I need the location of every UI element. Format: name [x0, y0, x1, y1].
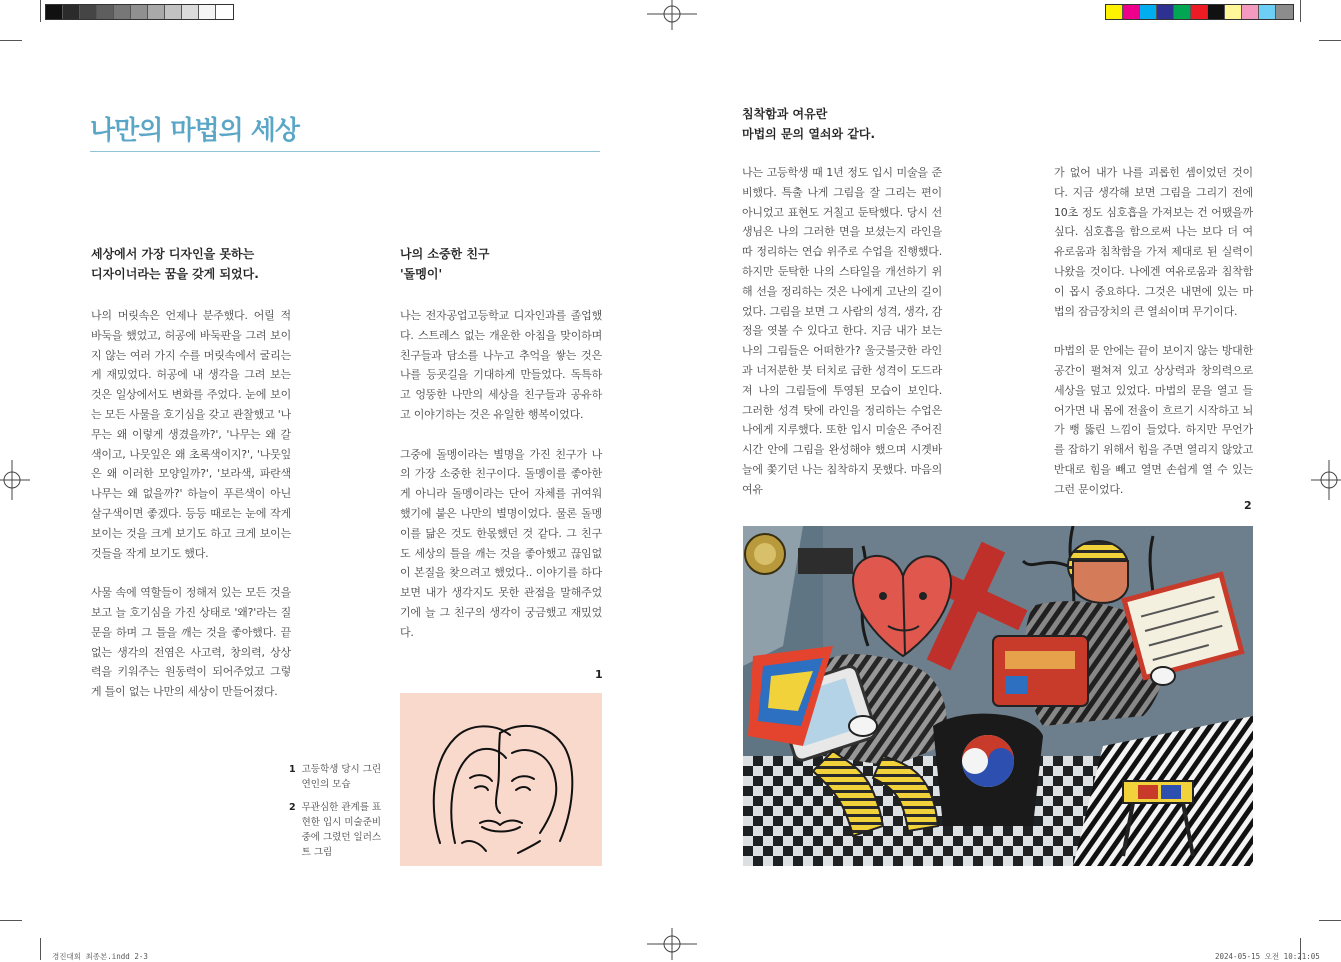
- color-swatch: [1157, 5, 1174, 19]
- paragraph: 나의 머릿속은 언제나 분주했다. 어릴 적 바둑을 했었고, 허공에 바둑판을 그려 보이지 않는 여러 가지 수를 머릿속에서 굴리는 게 재밌었다. 허공에 내 생각을 그려 보는 것은 일상에서도 변화를 주었다. 눈에 보이는 모든 사물을 호기심을 갖고 관찰했고 '나무는 왜 이렇게 생겼을까?', '나무는 왜 갈색이고, 나뭇잎은 왜 초록색이지?', '나뭇잎은 왜 이러한 모양일까?', '보라색, 파란색 나무는 왜 없을까?' 하늘이 푸른색이 아닌 살구색이면 좋겠다. 등등 때로는 눈에 작게 보이는 것을 크게 보기도 하고 크게 보이는 것들을 작게 보기도 했다.: [91, 309, 291, 560]
- color-swatch: [1276, 5, 1293, 19]
- figure-2-number: 2: [1244, 499, 1252, 512]
- color-swatch: [1106, 5, 1123, 19]
- colorful-illustration: [743, 526, 1253, 866]
- section-2-heading: 나의 소중한 친구 '돌멩이': [400, 247, 490, 281]
- section-3-column-1: [742, 163, 942, 500]
- registration-mark-left: [0, 455, 30, 505]
- gray-swatch: [46, 5, 63, 19]
- caption-list: [289, 762, 389, 860]
- color-swatch: [1242, 5, 1259, 19]
- illustration-artwork: [743, 526, 1253, 866]
- section-1-body: [91, 306, 291, 702]
- print-timestamp: 2024-05-15 오전 10:21:05: [1215, 952, 1320, 961]
- color-swatch: [1225, 5, 1242, 19]
- gray-swatch: [165, 5, 182, 19]
- color-swatch: [1191, 5, 1208, 19]
- section-1: [91, 244, 291, 702]
- color-swatch: [1259, 5, 1276, 19]
- color-swatch: [1208, 5, 1225, 19]
- section-3-heading: 침착함과 여유란 마법의 문의 열쇠와 같다.: [742, 107, 876, 141]
- grayscale-color-bar: [45, 4, 234, 20]
- color-swatch: [1123, 5, 1140, 19]
- gray-swatch: [131, 5, 148, 19]
- gray-swatch: [97, 5, 114, 19]
- paragraph: 나는 전자공업고등학교 디자인과를 졸업했다. 스트레스 없는 개운한 아침을 맞이하며 친구들과 담소를 나누고 추억을 쌓는 것은 나를 등굣길을 기대하게 만들었다. 독특하고 엉뚱한 나만의 세상을 친구들과 공유하고 이야기하는 것은 유일한 행복이었다.: [400, 309, 602, 421]
- caption-2: 2 무관심한 관계를 표 현한 입시 미술준비 중에 그렸던 일러스 트 그림: [289, 802, 382, 858]
- gray-swatch: [182, 5, 199, 19]
- figure-1-number: 1: [595, 668, 603, 681]
- page-title: 나만의 마법의 세상: [90, 116, 300, 146]
- caption-1: 1 고등학생 당시 그린 연인의 모습: [289, 764, 382, 790]
- color-swatch: [1174, 5, 1191, 19]
- gray-swatch: [216, 5, 233, 19]
- section-3-column-2: [1054, 163, 1253, 500]
- paragraph: 마법의 문 안에는 끝이 보이지 않는 방대한 공간이 펼쳐져 있고 상상력과 창의력으로 세상을 덮고 있었다. 마법의 문을 열고 들어가면 내 몸에 전율이 흐르기 시작하고 뇌가 뻥 뚫린 느낌이 들었다. 하지만 무언가를 잡하기 위해서 힘을 주면 열리지 않았고 반대로 힘을 빼고 열면 손쉽게 열 수 있는 그런 문이었다.: [1054, 344, 1253, 496]
- paragraph: 가 없어 내가 나를 괴롭힌 셈이었던 것이다. 지금 생각해 보면 그림을 그리기 전에 10초 정도 심호흡을 가져보는 건 어땠을까 싶다. 심호흡을 함으로써 나는 보다 더 여유로움과 침착함을 가져 제대로 된 실력이 나왔을 것이다. 나에겐 여유로움과 침착함이 몹시 중요하다. 그것은 내면에 있는 마법의 잠금장치의 큰 열쇠이며 무기이다.: [1054, 166, 1253, 318]
- file-slug: 경진대회 최종본.indd 2-3: [52, 952, 148, 961]
- title-divider: [90, 151, 600, 152]
- cmyk-color-bar: [1105, 4, 1294, 20]
- registration-mark-right: [1311, 455, 1341, 505]
- registration-mark-top: [647, 0, 697, 30]
- paragraph: 그중에 돌멩이라는 별명을 가진 친구가 나의 가장 소중한 친구이다. 돌멩이를 좋아한 게 아니라 돌멩이라는 단어 자체를 귀여워했기에 붙은 나만의 별명이었다. 물론 돌멩이를 닮은 것도 한몫했던 것 같다. 그 친구도 세상의 틀을 깨는 것을 좋아했고 끊임없이 본질을 찾으려고 했었다.. 이야기를 하다 보면 내가 생각지도 못한 관점을 말해주었기에 늘 그 친구의 생각이 궁금했고 재밌었다.: [400, 447, 602, 639]
- gray-swatch: [148, 5, 165, 19]
- gray-swatch: [199, 5, 216, 19]
- paragraph: 나는 고등학생 때 1년 정도 입시 미술을 준비했다. 특출 나게 그림을 잘 그리는 편이 아니었고 표현도 거칠고 둔탁했다. 당시 선생님은 나의 그러한 면을 보셨는지 라인을 따 정리하는 연습 위주로 수업을 진행했다. 하지만 둔탁한 나의 스타일을 개선하기 위해 선을 정리하는 것은 나에게 고난의 길이었다. 그림을 보면 그 사람의 성격, 생각, 감정을 엿볼 수 있다고 한다. 지금 내가 보는 나의 그림들은 어떠한가? 울긋불긋한 라인과 너저분한 붓 터치로 급한 성격이 도드라져 나의 그림들에 투영된 모습이 보인다. 그러한 성격 탓에 라인을 정리하는 수업은 나에게 지루했다. 또한 입시 미술은 주어진 시간 안에 그림을 완성해야 했으며 시곗바늘에 쫓기던 나는 침착하지 못했다. 마음의 여유: [742, 166, 942, 496]
- gray-swatch: [80, 5, 97, 19]
- color-swatch: [1140, 5, 1157, 19]
- sketch-illustration: [400, 693, 602, 866]
- registration-mark-bottom: [647, 928, 697, 960]
- couple-sketch-drawing: [400, 693, 602, 866]
- section-1-heading: 세상에서 가장 디자인을 못하는 디자이너라는 꿈을 갖게 되었다.: [91, 247, 259, 281]
- section-2: [400, 244, 602, 643]
- gray-swatch: [114, 5, 131, 19]
- paragraph: 사물 속에 역할들이 정해져 있는 모든 것을 보고 늘 호기심을 가진 상태로 '왜?'라는 질문을 하며 그 틀을 깨는 것을 좋아했다. 끝없는 생각의 전염은 사고력, 창의력, 상상력을 키워주는 원동력이 되어주었고 그렇게 틀이 없는 나만의 세상이 만들어졌다.: [91, 586, 291, 699]
- section-2-body: [400, 306, 602, 643]
- gray-swatch: [63, 5, 80, 19]
